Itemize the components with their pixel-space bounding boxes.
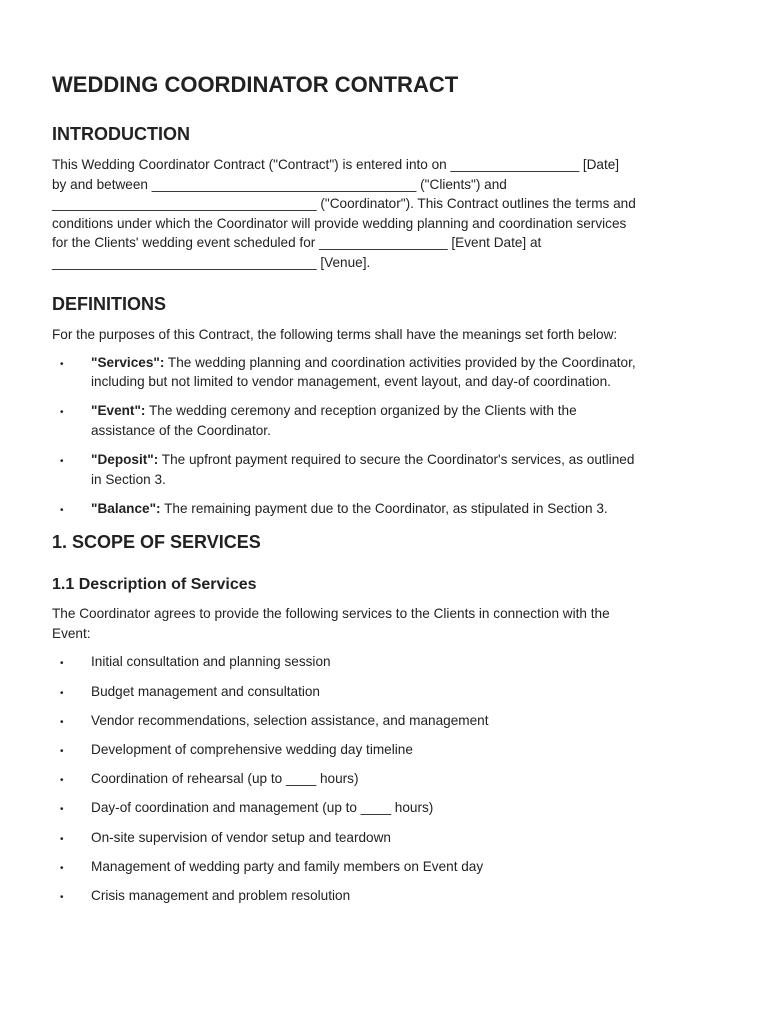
definition-item [52,499,717,519]
service-text: On-site supervision of vendor setup and teardown [91,829,391,845]
definition-term: "Balance": [91,500,161,516]
service-item [52,740,717,760]
bullet-icon: • [60,658,64,670]
bullet-icon: • [60,745,64,757]
definition-term: "Services": [91,354,165,370]
services-list [52,652,717,905]
bullet-icon: • [60,833,64,845]
bullet-icon: • [60,891,64,903]
service-item [52,886,717,906]
definitions-intro: For the purposes of this Contract, the following terms shall have the meanings set forth below: [52,327,618,342]
bullet-icon: • [60,862,64,874]
bullet-icon: • [60,456,64,468]
scope-heading: 1. SCOPE OF SERVICES [52,532,261,553]
scope-subheading: 1.1 Description of Services [52,576,257,594]
bullet-icon: • [60,687,64,699]
service-item [52,857,717,877]
definition-text: in Section 3. [91,471,166,487]
definition-text: The upfront payment required to secure the Coordinator's services, as outlined [158,452,635,468]
intro-line: by and between ___________________________________ ("Clients") and [52,176,507,192]
definition-item [52,450,717,489]
service-item [52,711,717,731]
definition-text: The wedding planning and coordination activities provided by the Coordinator, [164,354,636,370]
service-text: Vendor recommendations, selection assistance, and management [91,712,489,728]
definition-item [52,401,717,440]
bullet-icon: • [60,775,64,787]
bullet-icon: • [60,407,64,419]
definition-text: The wedding ceremony and reception organized by the Clients with the [145,403,577,419]
service-item [52,769,717,789]
definitions-list [52,353,717,519]
bullet-icon: • [60,504,64,516]
bullet-icon: • [60,716,64,728]
service-text: Initial consultation and planning session [91,654,331,670]
service-text: Management of wedding party and family members on Event day [91,858,484,874]
service-item [52,652,717,672]
introduction-paragraph [52,155,717,272]
bullet-icon: • [60,358,64,370]
service-item [52,798,717,818]
service-text: Budget management and consultation [91,683,320,699]
definitions-heading: DEFINITIONS [52,294,167,314]
service-text: Crisis management and problem resolution [91,887,351,903]
intro-line: ___________________________________ ("Coordinator"). This Contract outlines the terms and [52,196,636,211]
definition-text: assistance of the Coordinator. [91,422,271,438]
service-item [52,682,717,702]
service-item [52,828,717,848]
definition-text: The remaining payment due to the Coordinator, as stipulated in Section 3. [160,500,608,516]
service-text: Day-of coordination and management (up to ____ hours) [91,800,434,816]
intro-line: for the Clients' wedding event scheduled for _________________ [Event Date] at [52,235,542,250]
scope-intro-line: The Coordinator agrees to provide the following services to the Clients in connection with the [52,606,610,622]
introduction-heading: INTRODUCTION [52,124,190,144]
contract-page [52,70,717,915]
definition-item [52,353,717,392]
bullet-icon: • [60,804,64,816]
service-text: Coordination of rehearsal (up to ____ hours) [91,771,359,787]
intro-line: ___________________________________ [Venue]. [52,254,371,270]
scope-intro [52,604,717,643]
definition-term: "Event": [91,403,146,419]
definition-text: including but not limited to vendor management, event layout, and day-of coordination. [91,374,611,389]
intro-line: This Wedding Coordinator Contract ("Contract") is entered into on _________________ [Date] [52,157,620,172]
document-title: WEDDING COORDINATOR CONTRACT [52,72,459,97]
definition-term: "Deposit": [91,452,159,468]
intro-line: conditions under which the Coordinator will provide wedding planning and coordination services [52,215,627,231]
service-text: Development of comprehensive wedding day timeline [91,741,413,757]
scope-intro-line: Event: [52,625,91,641]
